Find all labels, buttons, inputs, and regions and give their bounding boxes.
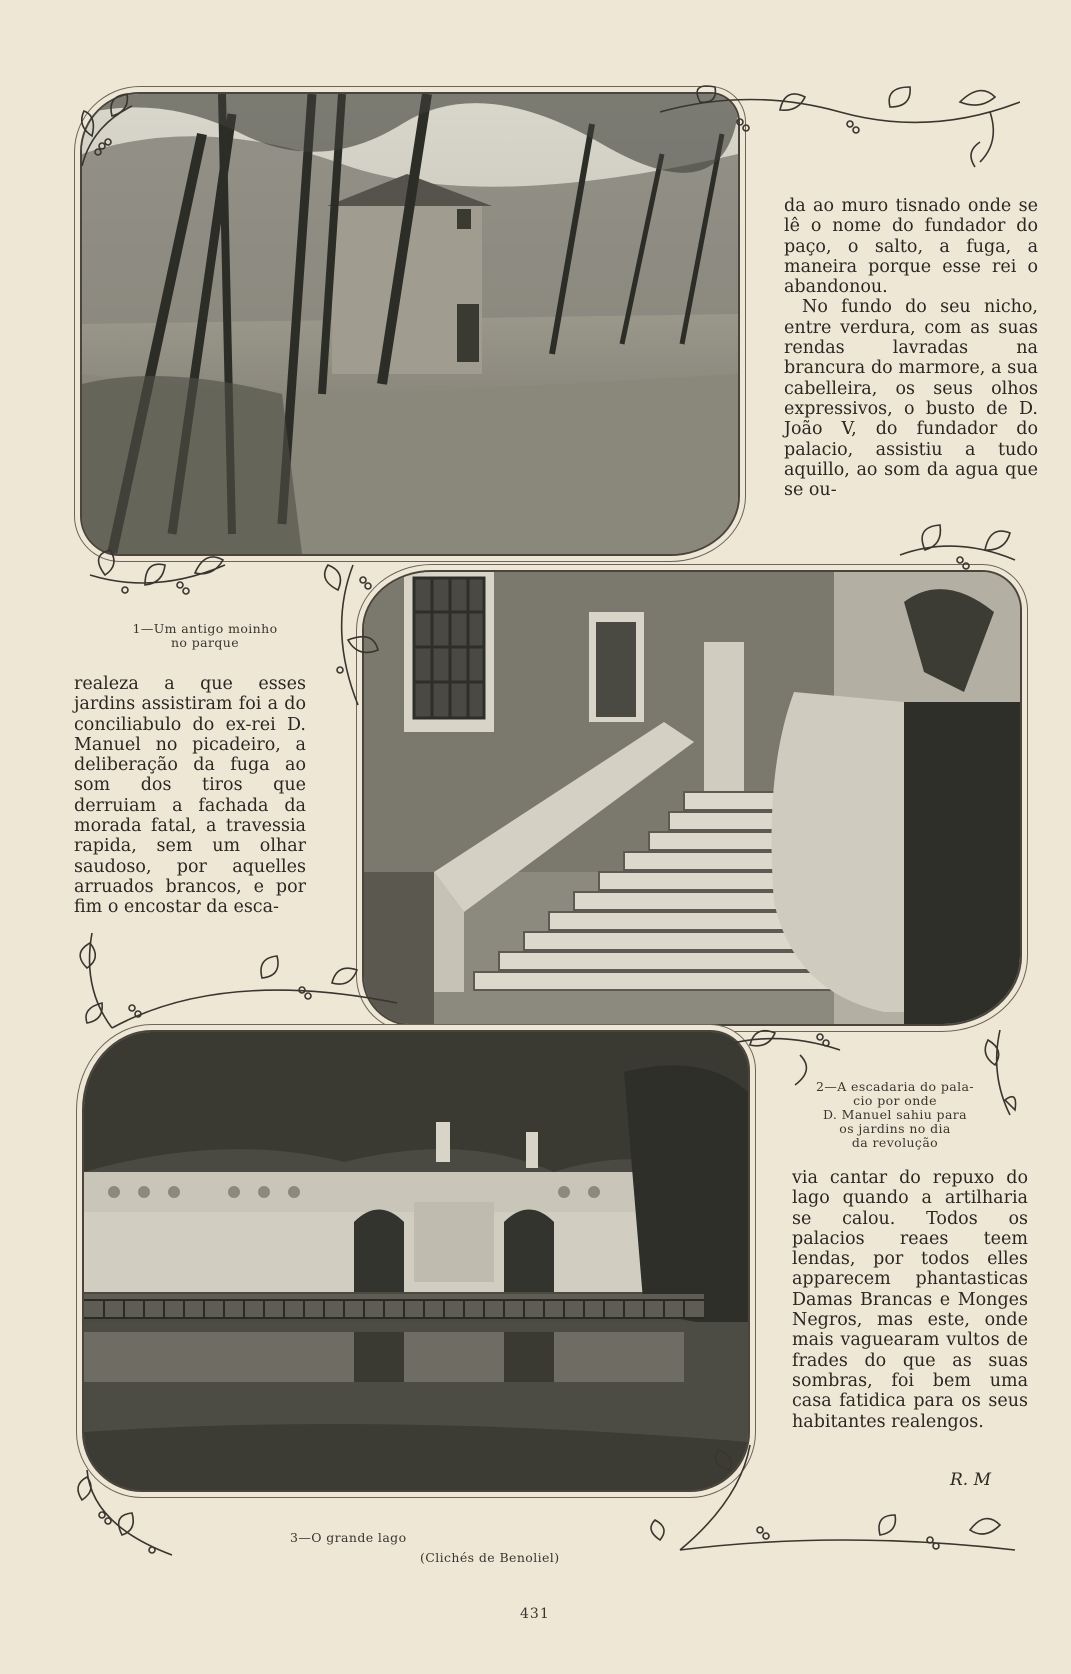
floral-ornament-icon <box>895 515 1020 585</box>
author-signature: R. M <box>950 1470 992 1490</box>
caption-lago: 3—O grande lago <box>290 1530 407 1545</box>
caption-line: no parque <box>170 635 240 650</box>
floral-ornament-icon <box>640 1440 1020 1570</box>
caption-escadaria <box>800 1080 990 1150</box>
article-text-middle-left <box>74 674 306 918</box>
floral-ornament-icon <box>72 1465 182 1565</box>
paragraph: realeza a que esses jardins assistiram foi a do conciliabulo do ex-rei D. Manuel no picadeiro, a deliberação da fuga ao som dos tiros que derruiam a fachada da morada fatal, a travessia rapida, sem um olhar saudoso, por aquelles arruados brancos, e por fim o encostar da esca- <box>74 674 306 918</box>
page-number: 431 <box>520 1606 550 1622</box>
floral-ornament-icon <box>72 928 402 1033</box>
caption-line: da revolução <box>851 1135 939 1150</box>
caption-line: 1—Um antigo moinho <box>132 621 278 636</box>
article-text-top-right <box>784 196 1038 500</box>
floral-ornament-icon <box>72 86 152 176</box>
caption-line: D. Manuel sahiu para <box>822 1107 968 1122</box>
caption-line: 2—A escadaria do pala- <box>815 1079 974 1094</box>
moinho-photo <box>80 92 740 556</box>
caption-line: os jardins no dia <box>839 1121 951 1136</box>
floral-ornament-icon <box>318 560 388 710</box>
floral-ornament-icon <box>85 535 230 605</box>
photo-credit: (Clichés de Benoliel) <box>420 1550 560 1565</box>
article-text-bottom-right <box>792 1168 1028 1432</box>
lago-photo <box>82 1030 750 1492</box>
caption-moinho <box>100 622 310 650</box>
floral-ornament-icon <box>660 82 1020 172</box>
caption-line: cio por onde <box>853 1093 937 1108</box>
escadaria-photo <box>362 570 1022 1026</box>
paragraph: da ao muro tisnado onde se lê o nome do fundador do paço, o salto, a fuga, a maneira porque esse rei o abandonou. <box>784 196 1038 298</box>
paragraph: via cantar do repuxo do lago quando a artilharia se calou. Todos os palacios reaes teem lendas, por todos elles apparecem phantasticas Damas Brancas e Monges Negros, mas este, onde mais vaguearam vultos de frades do que as suas sombras, foi bem uma casa fatidica para os seus habitantes realengos. <box>792 1168 1028 1432</box>
paragraph: No fundo do seu nicho, entre verdura, com as suas rendas lavradas na brancura do marmore, a sua cabelleira, os seus olhos expressivos, o busto de D. João V, do fundador do palacio, assistiu a tudo aquillo, ao som da agua que se ou- <box>784 297 1038 501</box>
